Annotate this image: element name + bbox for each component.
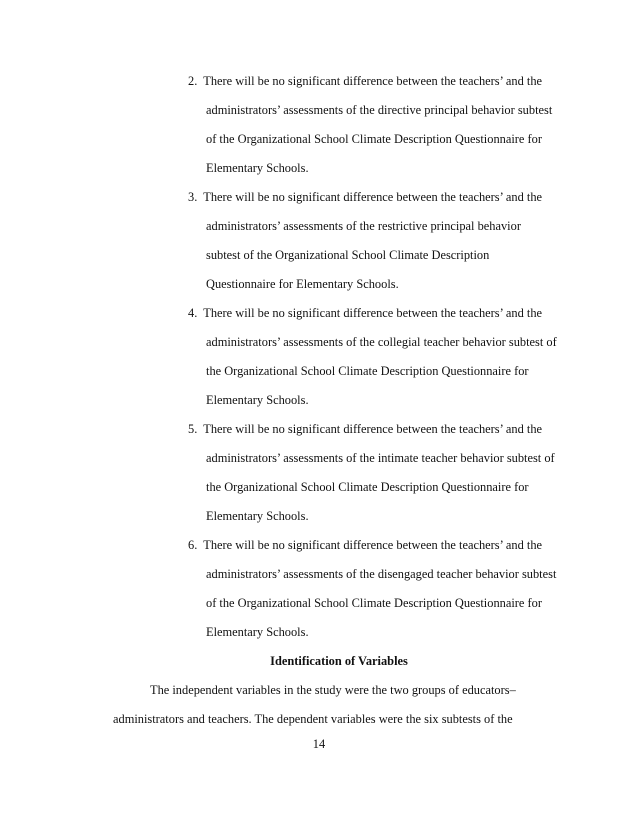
hypothesis-3-line: administrators’ assessments of the restrictive principal behavior bbox=[206, 219, 521, 233]
hypothesis-4-line: Elementary Schools. bbox=[206, 393, 309, 407]
hypothesis-6-line: of the Organizational School Climate Description Questionnaire for bbox=[206, 596, 542, 610]
hypothesis-3-first-line: 3. There will be no significant difference between the teachers’ and the bbox=[188, 190, 543, 204]
hypothesis-number: 6. bbox=[188, 538, 198, 552]
hypothesis-2-line: of the Organizational School Climate Description Questionnaire for bbox=[206, 132, 542, 146]
page-number: 14 bbox=[312, 737, 326, 751]
hypothesis-number: 3. bbox=[188, 190, 198, 204]
hypothesis-5-first-line: 5. There will be no significant difference between the teachers’ and the bbox=[188, 422, 543, 436]
hypothesis-2-line: administrators’ assessments of the directive principal behavior subtest bbox=[206, 103, 553, 117]
hypothesis-4-first-line: 4. There will be no significant difference between the teachers’ and the bbox=[188, 306, 543, 320]
hypothesis-5-line: the Organizational School Climate Description Questionnaire for bbox=[206, 480, 529, 494]
hypothesis-number: 2. bbox=[188, 74, 198, 88]
hypothesis-number: 4. bbox=[188, 306, 198, 320]
hypothesis-3-line: Questionnaire for Elementary Schools. bbox=[206, 277, 399, 291]
hypothesis-2-first-line: 2. There will be no significant difference between the teachers’ and the bbox=[188, 74, 543, 88]
hypothesis-number: 5. bbox=[188, 422, 198, 436]
hypothesis-2-line: Elementary Schools. bbox=[206, 161, 309, 175]
hypothesis-6-line: administrators’ assessments of the disengaged teacher behavior subtest bbox=[206, 567, 557, 581]
hypothesis-5-line: Elementary Schools. bbox=[206, 509, 309, 523]
paragraph-line: The independent variables in the study were the two groups of educators– bbox=[150, 683, 516, 697]
hypothesis-3-line: subtest of the Organizational School Climate Description bbox=[206, 248, 490, 262]
hypothesis-4-line: administrators’ assessments of the collegial teacher behavior subtest of bbox=[206, 335, 557, 349]
section-heading: Identification of Variables bbox=[270, 654, 408, 668]
hypothesis-4-line: the Organizational School Climate Description Questionnaire for bbox=[206, 364, 529, 378]
hypothesis-5-line: administrators’ assessments of the intimate teacher behavior subtest of bbox=[206, 451, 555, 465]
paragraph-line: administrators and teachers. The dependent variables were the six subtests of the bbox=[113, 712, 513, 726]
hypothesis-6-line: Elementary Schools. bbox=[206, 625, 309, 639]
hypothesis-6-first-line: 6. There will be no significant difference between the teachers’ and the bbox=[188, 538, 543, 552]
